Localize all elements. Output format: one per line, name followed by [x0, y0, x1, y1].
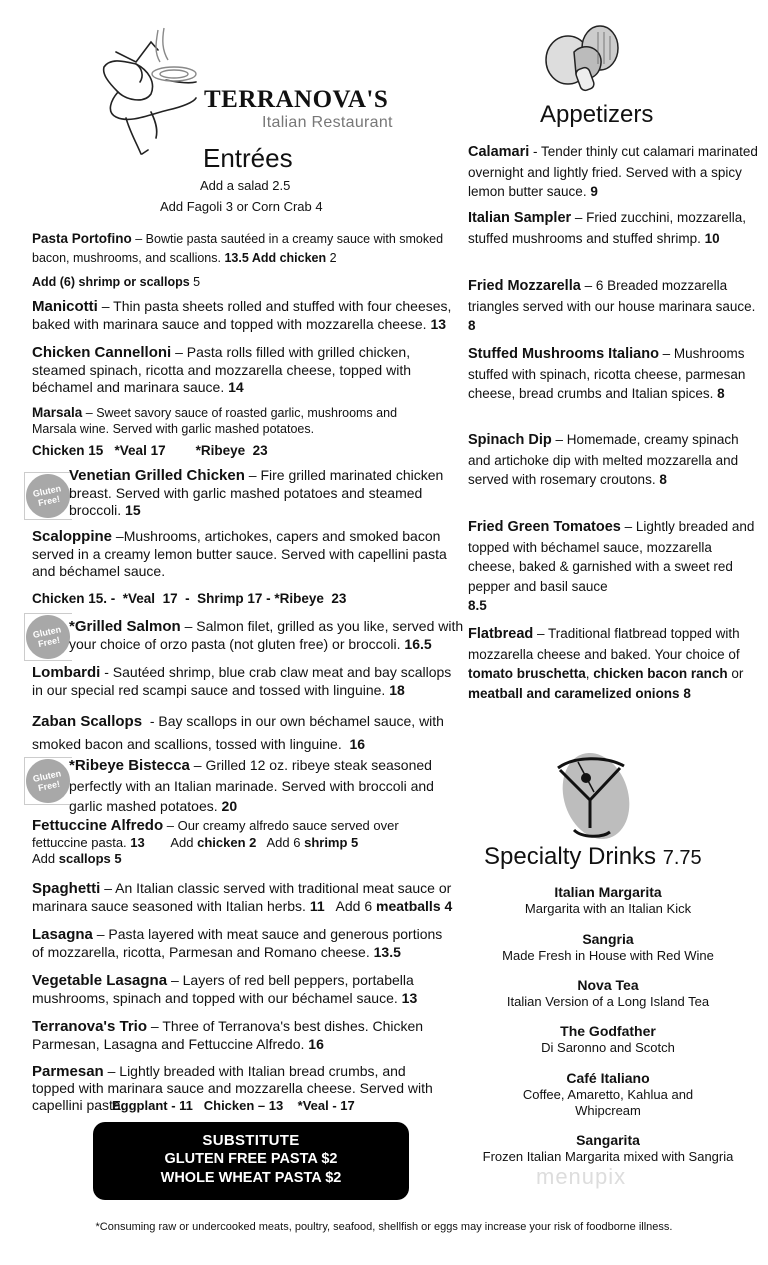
substitute-pasta-box: SUBSTITUTE GLUTEN FREE PASTA $2 WHOLE WHEAT PASTA $2: [93, 1122, 409, 1200]
food-safety-disclaimer: *Consuming raw or undercooked meats, poultry, seafood, shellfish or eggs may increase your risk of foodborne illness.: [95, 1221, 673, 1233]
drink-cafe-italiano: Café Italiano Coffee, Amaretto, Kahlua and Whipcream: [522, 1070, 694, 1118]
drinks-price: 7.75: [662, 847, 702, 869]
entrees-addon-salad: Add a salad 2.5: [200, 178, 291, 193]
menu-item-fettuccine-alfredo: Fettuccine Alfredo – Our creamy alfredo sauce served over fettuccine pasta. 13 Add chicken 2 Add 6 shrimp 5 Add scallops 5: [32, 817, 399, 866]
scaloppine-variants: Chicken 15. - *Veal 17 - Shrimp 17 - *Ribeye 23: [32, 591, 347, 606]
drink-sangria: Sangria Made Fresh in House with Red Wine: [502, 931, 714, 963]
menu-item-lombardi: Lombardi - Sautéed shrimp, blue crab claw meat and bay scallops in our special red scampi sauce and tossed with linguine. 18: [32, 664, 452, 698]
drink-the-godfather: The Godfather Di Saronno and Scotch: [541, 1023, 675, 1055]
restaurant-name: TERRANOVA'S: [204, 86, 389, 113]
mushrooms-icon: [538, 22, 628, 98]
menu-item-ribeye-bistecca: *Ribeye Bistecca – Grilled 12 oz. ribeye steak seasoned perfectly with an Italian marinade. Served with broccoli and garlic mashed potatoes. 20: [69, 757, 434, 814]
appetizers-heading: Appetizers: [540, 101, 654, 128]
drink-sangarita: Sangarita Frozen Italian Margarita mixed with Sangria: [482, 1132, 734, 1164]
menu-item-parmesan: Parmesan – Lightly breaded with Italian bread crumbs, and topped with marinara sauce and mozzarella cheese. Served with capellini pasta.: [32, 1063, 433, 1113]
menu-item-vegetable-lasagna: Vegetable Lasagna – Layers of red bell peppers, portabella mushrooms, spinach and topped with our béchamel sauce. 13: [32, 972, 418, 1006]
menu-item-terranovas-trio: Terranova's Trio – Three of Terranova's best dishes. Chicken Parmesan, Lasagna and Fettuccine Alfredo. 16: [32, 1018, 424, 1052]
menu-item-manicotti: Manicotti – Thin pasta sheets rolled and stuffed with four cheeses, baked with marinara sauce and topped with mozzarella cheese. 13: [32, 298, 452, 332]
appetizer-calamari: Calamari - Tender thinly cut calamari marinated overnight and lightly fried. Served with a spicy lemon butter sauce. 9: [468, 144, 758, 199]
menu-item-grilled-salmon: *Grilled Salmon – Salmon filet, grilled as you like, served with your choice of orzo pasta (not gluten free) or broccoli. 16.5: [69, 618, 464, 652]
specialty-drinks-heading: Specialty Drinks 7.75: [484, 843, 702, 870]
gluten-free-badge-icon: Gluten Free!: [22, 470, 74, 522]
chef-logo-icon: [96, 22, 216, 162]
menu-item-chicken-cannelloni: Chicken Cannelloni – Pasta rolls filled with grilled chicken, steamed spinach, ricotta and mozzarella cheese, topped with béchamel and marinara sauce. 14: [32, 344, 411, 395]
menu-item-scaloppine: Scaloppine –Mushrooms, artichokes, capers and smoked bacon served in a creamy lemon butter sauce. Served with capellini pasta and béchamel sauce.: [32, 528, 447, 579]
drink-italian-margarita: Italian Margarita Margarita with an Italian Kick: [524, 884, 692, 916]
entrees-addon-soup: Add Fagoli 3 or Corn Crab 4: [160, 199, 323, 214]
menu-item-spaghetti: Spaghetti – An Italian classic served with traditional meat sauce or marinara sauce seasoned with Italian herbs. 11 Add 6 meatballs 4: [32, 880, 453, 914]
appetizer-fried-green-tomatoes: Fried Green Tomatoes – Lightly breaded and topped with béchamel sauce, mozzarella cheese, baked & garnished with a sweet red pepper and basil sauce 8.5: [468, 519, 755, 613]
menu-item-zaban-scallops: Zaban Scallops - Bay scallops in our own béchamel sauce, with smoked bacon and scallions, tossed with linguine. 16: [32, 713, 448, 752]
gluten-free-badge-icon: Gluten Free!: [22, 755, 74, 807]
restaurant-subtitle: Italian Restaurant: [262, 114, 393, 131]
martini-glass-icon: [554, 748, 630, 840]
appetizer-italian-sampler: Italian Sampler – Fried zucchini, mozzarella, stuffed mushrooms and stuffed shrimp. 10: [468, 210, 746, 246]
entrees-heading: Entrées: [203, 143, 293, 173]
menu-item-venetian-grilled-chicken: Venetian Grilled Chicken – Fire grilled marinated chicken breast. Served with garlic mashed potatoes and steamed broccoli. 15: [69, 467, 444, 518]
marsala-variants: Chicken 15 *Veal 17 *Ribeye 23: [32, 443, 268, 458]
drink-nova-tea: Nova Tea Italian Version of a Long Island Tea: [506, 977, 710, 1009]
parmesan-variants: Eggplant - 11 Chicken – 13 *Veal - 17: [112, 1098, 355, 1113]
appetizer-flatbread: Flatbread – Traditional flatbread topped with mozzarella cheese and baked. Your choice of tomato bruschetta, chicken bacon ranch or meatball and caramelized onions 8: [468, 626, 744, 701]
menu-item-pasta-portofino: Pasta Portofino – Bowtie pasta sautéed in a creamy sauce with smoked bacon, mushrooms, and scallions. 13.5 Add chicken 2: [32, 231, 444, 265]
menu-item-lasagna: Lasagna – Pasta layered with meat sauce and generous portions of mozzarella, ricotta, Parmesan and Romano cheese. 13.5: [32, 926, 443, 960]
menu-item-marsala: Marsala – Sweet savory sauce of roasted garlic, mushrooms and Marsala wine. Served with garlic mashed potatoes.: [32, 405, 398, 436]
watermark: menupix: [536, 1164, 627, 1189]
appetizer-stuffed-mushrooms: Stuffed Mushrooms Italiano – Mushrooms stuffed with spinach, ricotta cheese, parmesan cheese, bread crumbs and Italian spices. 8: [468, 346, 746, 401]
gluten-free-badge-icon: Gluten Free!: [22, 611, 74, 663]
appetizer-fried-mozzarella: Fried Mozzarella – 6 Breaded mozzarella triangles served with our house marinara sauce. 8: [468, 278, 756, 333]
menu-addon-shrimp-scallops: Add (6) shrimp or scallops 5: [32, 275, 201, 289]
appetizer-spinach-dip: Spinach Dip – Homemade, creamy spinach and artichoke dip with melted mozzarella and served with rosemary croutons. 8: [468, 432, 739, 487]
